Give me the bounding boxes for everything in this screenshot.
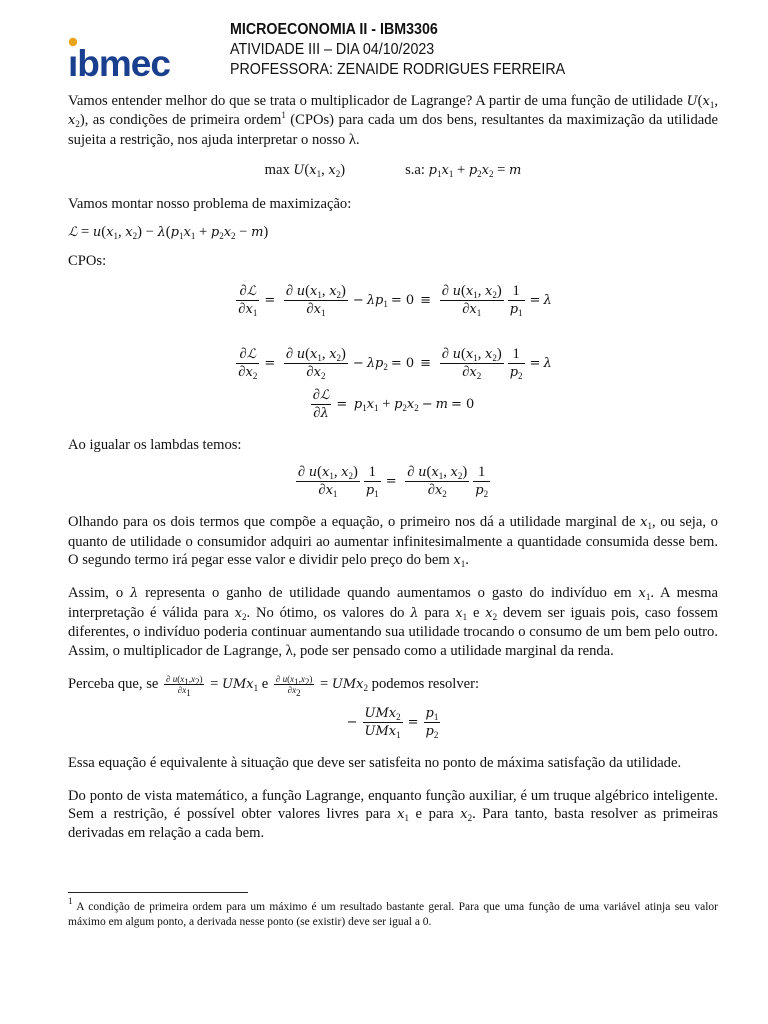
equation-mrs: − $\frac{UMx_2}{UMx_1}$ = $\frac{p_1}{p_2}$ <box>346 706 439 741</box>
cpos-label: CPOs: <box>68 253 107 270</box>
equation-lagrangian: ℒ = $u(x_1$, $x_2) - \lambda(p_1x_1 + p_2x_2 - m)$ <box>68 224 269 242</box>
equation-foc-2: $\frac{\text{∂ℒ}}{\partial x_2}$ = $\frac{\partial u(x_1, x_2)}{\partial x_2}$ − $\lambda p_2 = 0$ ≡ $\frac{\partial u(x_1, x_2)}{\partial x_2}$ $\frac{1}{p_2}$ = λ <box>238 345 552 381</box>
equation-lambdas-equal: $\frac{\partial u(x_1, x_2)}{\partial x_1}$ $\frac{1}{p_1}$ = $\frac{\partial u(x_1, x_2)}{\partial x_2}$ $\frac{1}{p_2}$ <box>297 464 489 500</box>
paragraph-max-satisfaction: Essa equação é equivalente à situação que deve ser satisfeita no ponto de máxima satisfação da utilidade. <box>68 755 682 772</box>
equation-maximization: $\max U(x_1$, $x_2$) s.a: $p_1x_1 + p_2x_2 = m$ <box>264 162 522 180</box>
equation-foc-lambda: $\frac{\text{∂ℒ}}{\partial\lambda}$ = $p_1x_1 + p_2x_2 - m = 0$ <box>312 386 475 421</box>
document-body <box>68 92 718 853</box>
ibmec-logo <box>68 36 194 82</box>
paragraph-marginal-utility: Olhando para os dois termos que compõe a equação, o primeiro nos dá a utilidade marginal de $x_1$, ou seja, o quanto de utilidade o consumidor adquiri ao aumentar infinitesimalmente a quantidade consumida desse bem. O segundo termo irá pegar esse valor e dividir pelo preço do bem $x_1$. <box>68 514 718 570</box>
equation-foc-1: $\frac{\text{∂ℒ}}{\partial x_1}$ = $\frac{\partial u(x_1, x_2)}{\partial x_1}$ − $\lambda p_1 = 0$ ≡ $\frac{\partial u(x_1, x_2)}{\partial x_1}$ $\frac{1}{p_1}$ = λ <box>238 282 552 318</box>
text-run: , as condições de primeira ordem <box>84 112 282 129</box>
svg-text:ıbmec: ıbmec <box>68 43 170 82</box>
paragraph-lambda-interpretation: Assim, o λ representa o ganho de utilidade quando aumentamos o gasto do indivíduo em $x_1$. A mesma interpretação é válida para $x_2$. No ótimo, os valores do λ para $x_1$ e $x_2$ devem ser iguais pois, caso fossem diferentes, o indivíduo poderia continuar aumentando sua utilidade trocando o consumo de um bem pelo outro. Assim, o multiplicador de Lagrange, λ, pode ser pensado como a utilidade marginal da renda. <box>68 585 718 659</box>
text-run: (CPOs) para cada um dos bens, resultantes da maximização da utilidade sujeita a restrição, nos ajuda interpretar o nosso λ. <box>68 112 718 148</box>
paragraph-intro: Vamos entender melhor do que se trata o multiplicador de Lagrange? A partir de uma função de utilidade $U(x_1$, $x_2$), as condições de primeira ordem$^1$ (CPOs) para cada um dos bens, resultantes da maximização da utilidade sujeita a restrição, nos ajuda interpretar o nosso λ. <box>68 93 718 148</box>
footnote-marker: 1 <box>281 110 286 121</box>
course-title: MICROECONOMIA II - IBM3306 <box>230 21 438 38</box>
ibmec-logo-graphic <box>68 36 194 82</box>
activity-line: ATIVIDADE III – DIA 04/10/2023 <box>230 41 435 58</box>
paragraph-setup: Vamos montar nosso problema de maximização: <box>68 195 352 212</box>
page-header <box>68 18 708 86</box>
paragraph-mathematical-view: Do ponto de vista matemático, a função Lagrange, enquanto função auxiliar, é um truque algébrico inteligente. Sem a restrição, é possível obter valores livres para $x_1$ e para $x_2$. Para tanto, basta resolver as primeiras derivadas em relação a cada bem. <box>68 787 718 842</box>
paragraph-equal-lambdas: Ao igualar os lambdas temos: <box>68 436 242 453</box>
course-info <box>230 20 565 80</box>
footnote <box>68 896 718 930</box>
footnote-divider <box>68 892 248 893</box>
footnote-text: A condição de primeira ordem para um máximo é um resultado bastante geral. Para que uma função de uma variável atinja seu valor máximo em algum ponto, a derivada nesse ponto (se existir) deve ser igual a 0. <box>68 901 718 928</box>
constraint-label: s.a: <box>405 162 425 179</box>
math-utility: U <box>686 94 698 109</box>
text-run: Vamos entender melhor do que se trata o multiplicador de Lagrange? A partir de uma função de utilidade <box>68 93 687 109</box>
footnote-number: 1 <box>68 896 73 906</box>
paragraph-perceba: Perceba que, se $\frac{\partial u(x_1,x_2)}{\partial x_1}$ = UMx$_1$ e $\frac{\partial u(x_1,x_2)}{\partial x_2}$ = UMx$_2$ podemos resolver: <box>68 674 480 699</box>
max-label: max <box>264 162 290 179</box>
professor-line: PROFESSORA: ZENAIDE RODRIGUES FERREIRA <box>230 61 566 78</box>
